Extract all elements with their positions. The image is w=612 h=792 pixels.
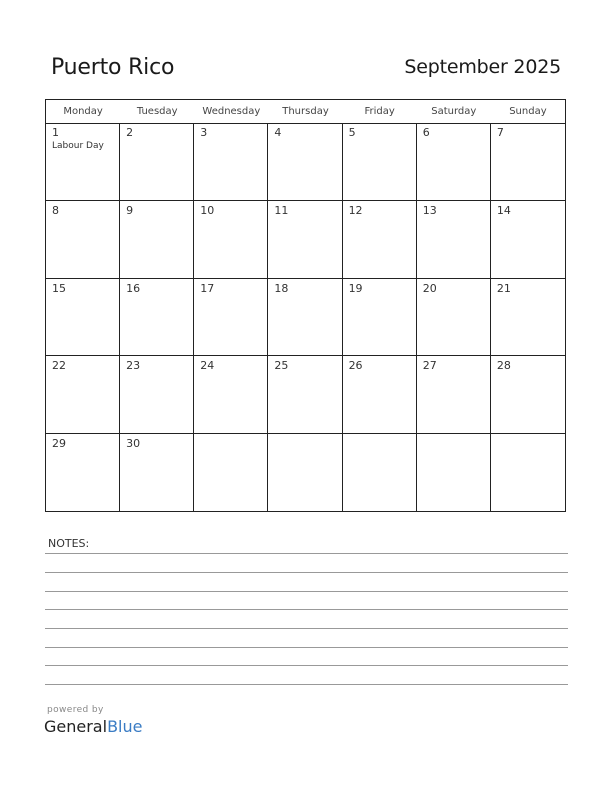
calendar-day-cell (268, 279, 342, 357)
day-number: 5 (348, 126, 356, 139)
day-number: 16 (126, 281, 141, 295)
weekday-tuesday: Tuesday (136, 106, 178, 117)
day-number: 30 (126, 437, 141, 451)
calendar-day-cell (120, 201, 194, 279)
generalblue-logo[interactable] (44, 717, 142, 736)
day-number: 12 (348, 203, 363, 217)
calendar-day-cell (194, 123, 268, 201)
calendar-day-cell (268, 356, 342, 434)
day-number: 21 (496, 281, 511, 295)
day-number: 9 (126, 203, 134, 217)
calendar-day-cell (417, 356, 491, 434)
notes-line (45, 609, 568, 610)
day-number: 25 (274, 359, 289, 373)
day-number: 28 (496, 359, 511, 373)
calendar-day-cell (120, 434, 194, 512)
calendar-day-cell (343, 201, 417, 279)
brand-general-text: General (44, 717, 108, 736)
day-number: 8 (52, 203, 59, 217)
notes-line (45, 628, 568, 629)
calendar-day-cell (491, 434, 565, 512)
notes-line (45, 684, 568, 685)
calendar-day-cell (268, 434, 342, 512)
weekday-monday: Monday (63, 106, 103, 117)
brand-blue-text: Blue (107, 717, 143, 736)
notes-line (45, 572, 568, 573)
day-number: 4 (274, 126, 282, 139)
weekday-friday: Friday (364, 106, 395, 117)
calendar-day-cell (46, 201, 120, 279)
day-number: 18 (274, 281, 289, 295)
notes-label: NOTES: (48, 537, 90, 550)
calendar-day-cell (120, 123, 194, 201)
calendar-day-cell (46, 123, 120, 201)
calendar-day-cell (491, 356, 565, 434)
day-number: 3 (200, 126, 208, 139)
calendar-day-cell (491, 201, 565, 279)
day-number: 6 (422, 126, 430, 139)
day-number: 13 (422, 203, 437, 217)
calendar-country-title: Puerto Rico (51, 55, 175, 80)
day-number: 15 (52, 281, 66, 295)
holiday-label: Labour Day (52, 141, 104, 151)
weekday-header-row (46, 100, 565, 124)
calendar-month-title: September 2025 (404, 56, 561, 78)
calendar-day-cell (343, 434, 417, 512)
weekday-saturday: Saturday (431, 106, 477, 117)
calendar-day-cell (343, 356, 417, 434)
calendar-day-cell (194, 201, 268, 279)
weekday-wednesday: Wednesday (202, 106, 261, 117)
day-number: 1 (52, 126, 59, 139)
calendar-day-cell (194, 356, 268, 434)
notes-line (45, 665, 568, 666)
calendar-day-grid (46, 123, 565, 512)
calendar-day-cell (46, 434, 120, 512)
calendar-day-cell (194, 434, 268, 512)
day-number: 29 (52, 437, 66, 451)
calendar-day-cell (417, 434, 491, 512)
calendar-day-cell (491, 123, 565, 201)
calendar-day-cell (194, 279, 268, 357)
calendar-day-cell (343, 123, 417, 201)
calendar-day-cell (46, 279, 120, 357)
weekday-sunday: Sunday (509, 106, 547, 117)
day-number: 7 (496, 126, 504, 139)
calendar-day-cell (417, 123, 491, 201)
day-number: 17 (200, 281, 215, 295)
calendar-day-cell (120, 279, 194, 357)
calendar-day-cell (120, 356, 194, 434)
calendar-day-cell (268, 201, 342, 279)
day-number: 24 (200, 359, 215, 373)
day-number: 10 (200, 203, 215, 217)
weekday-thursday: Thursday (282, 106, 329, 117)
day-number: 20 (422, 281, 437, 295)
notes-line (45, 591, 568, 592)
day-number: 27 (422, 359, 437, 373)
notes-line (45, 553, 568, 554)
calendar-day-cell (417, 201, 491, 279)
calendar-table (45, 99, 566, 512)
notes-line (45, 647, 568, 648)
calendar-day-cell (417, 279, 491, 357)
day-number: 23 (126, 359, 141, 373)
day-number: 19 (348, 281, 363, 295)
day-number: 14 (496, 203, 511, 217)
day-number: 11 (274, 203, 289, 217)
calendar-day-cell (268, 123, 342, 201)
day-number: 2 (126, 126, 134, 139)
calendar-day-cell (491, 279, 565, 357)
calendar-day-cell (46, 356, 120, 434)
powered-by-text: powered by (47, 705, 104, 715)
day-number: 26 (348, 359, 363, 373)
calendar-day-cell (343, 279, 417, 357)
day-number: 22 (52, 359, 66, 373)
